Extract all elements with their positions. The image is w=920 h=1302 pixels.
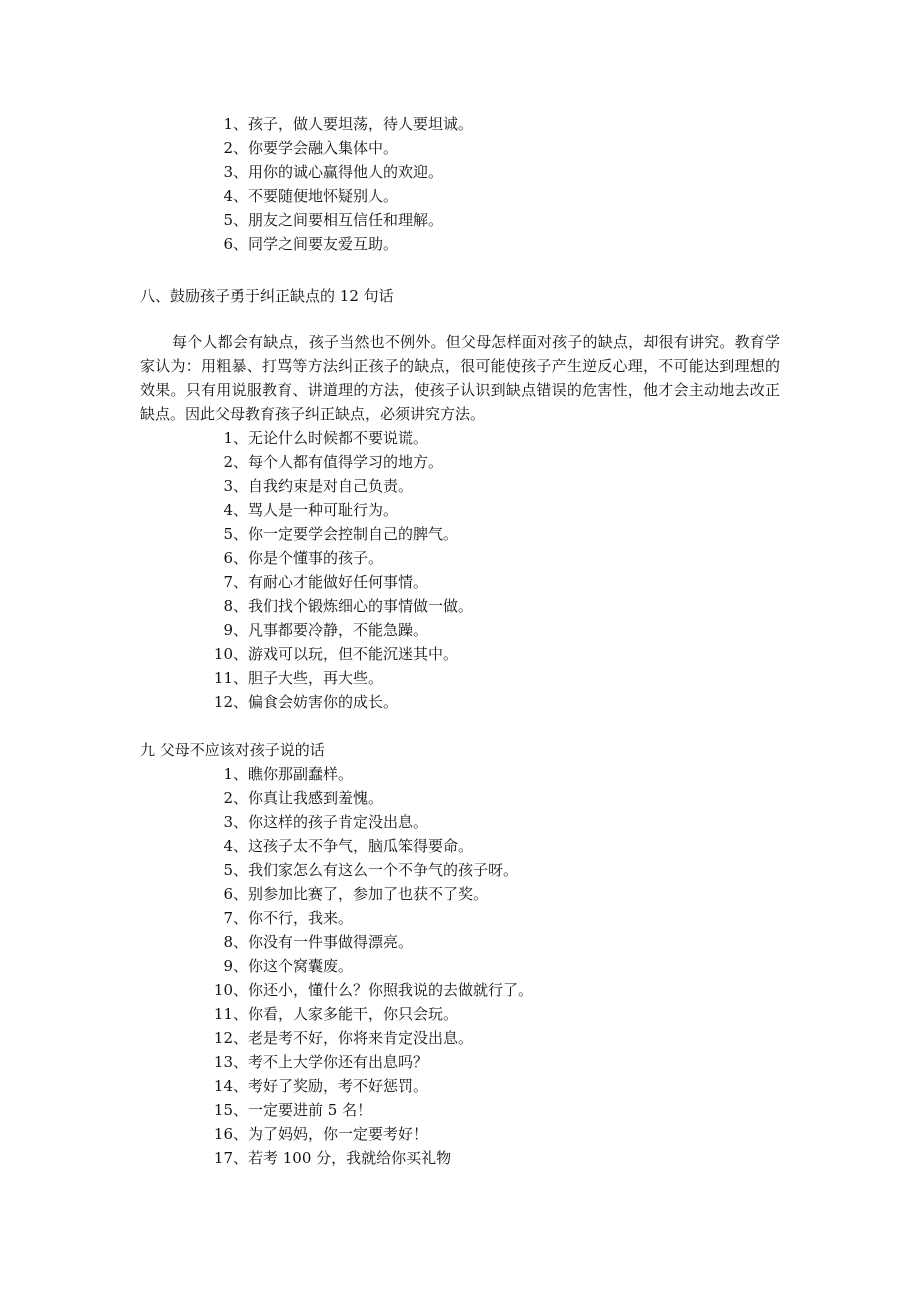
list-item — [0, 1122, 920, 1146]
list-item — [0, 1050, 920, 1074]
list-item-text: 自我约束是对自己负责。 — [248, 477, 414, 495]
list-item-number: 8、 — [223, 933, 248, 951]
list-item-text: 别参加比赛了，参加了也获不了奖。 — [248, 885, 489, 903]
list-item-number: 3、 — [223, 813, 248, 831]
list-item-number: 1、 — [223, 765, 248, 783]
list-item — [0, 136, 920, 160]
list-item — [0, 426, 920, 450]
list-item-text: 每个人都有值得学习的地方。 — [248, 453, 444, 471]
list-item-text: 你要学会融入集体中。 — [248, 139, 399, 157]
list-item-text: 用你的诚心赢得他人的欢迎。 — [248, 163, 444, 181]
list-item — [0, 906, 920, 930]
list-item-text: 无论什么时候都不要说谎。 — [248, 429, 429, 447]
list-item-text: 你不行，我来。 — [248, 909, 354, 927]
list-item-number: 4、 — [223, 501, 248, 519]
list-item-text: 你没有一件事做得漂亮。 — [248, 933, 414, 951]
list-item-text: 为了妈妈，你一定要考好！ — [248, 1125, 429, 1143]
list-item-text: 偏食会妨害你的成长。 — [248, 693, 399, 711]
list-item-text: 你一定要学会控制自己的脾气。 — [248, 525, 459, 543]
list-item-number: 9、 — [223, 621, 248, 639]
list-item-number: 5、 — [223, 525, 248, 543]
list-item — [0, 546, 920, 570]
list-item-number: 7、 — [223, 909, 248, 927]
section-9-heading: 九 父母不应该对孩子说的话 — [140, 741, 325, 759]
list-item-number: 10、 — [213, 645, 248, 663]
list-item-text: 骂人是一种可耻行为。 — [248, 501, 399, 519]
list-item-text: 你还小，懂什么？你照我说的去做就行了。 — [248, 981, 534, 999]
list-item-text: 凡事都要冷静，不能急躁。 — [248, 621, 429, 639]
list-item — [0, 1002, 920, 1026]
list-item-number: 3、 — [223, 477, 248, 495]
list-item-number: 12、 — [213, 693, 248, 711]
list-item-text: 不要随便地怀疑别人。 — [248, 187, 399, 205]
list-item — [0, 594, 920, 618]
list-item-number: 1、 — [223, 429, 248, 447]
list-item-number: 2、 — [223, 139, 248, 157]
list-item — [0, 618, 920, 642]
list-item-number: 17、 — [213, 1149, 248, 1167]
list-item-text: 你是个懂事的孩子。 — [248, 549, 384, 567]
list-item-text: 我们找个锻炼细心的事情做一做。 — [248, 597, 474, 615]
list-item-text: 考不上大学你还有出息吗？ — [248, 1053, 429, 1071]
list-item-number: 2、 — [223, 453, 248, 471]
list-item-text: 考好了奖励，考不好惩罚。 — [248, 1077, 429, 1095]
list-item-text: 你真让我感到羞愧。 — [248, 789, 384, 807]
list-item-number: 16、 — [213, 1125, 248, 1143]
list-item-text: 若考 100 分，我就给你买礼物 — [248, 1149, 452, 1167]
list-item-number: 4、 — [223, 187, 248, 205]
list-item-text: 你这样的孩子肯定没出息。 — [248, 813, 429, 831]
list-item — [0, 474, 920, 498]
list-item-text: 老是考不好，你将来肯定没出息。 — [248, 1029, 474, 1047]
list-item-number: 6、 — [223, 235, 248, 253]
section-8-heading: 八、鼓励孩子勇于纠正缺点的 12 句话 — [140, 287, 394, 305]
list-item — [0, 954, 920, 978]
list-item — [0, 208, 920, 232]
list-item-text: 有耐心才能做好任何事情。 — [248, 573, 429, 591]
list-item-text: 这孩子太不争气，脑瓜笨得要命。 — [248, 837, 474, 855]
list-item-number: 6、 — [223, 885, 248, 903]
list-item-number: 7、 — [223, 573, 248, 591]
list-item — [0, 786, 920, 810]
list-things-not-to-say — [0, 762, 920, 1170]
list-item-number: 1、 — [223, 115, 248, 133]
list-item-number: 12、 — [213, 1029, 248, 1047]
list-item-number: 5、 — [223, 861, 248, 879]
list-item — [0, 834, 920, 858]
list-item-text: 胆子大些，再大些。 — [248, 669, 384, 687]
list-item-text: 你看，人家多能干，你只会玩。 — [248, 1005, 459, 1023]
list-item — [0, 522, 920, 546]
list-item-number: 8、 — [223, 597, 248, 615]
list-item — [0, 232, 920, 256]
list-item-text: 同学之间要友爱互助。 — [248, 235, 399, 253]
list-item-number: 13、 — [213, 1053, 248, 1071]
list-item — [0, 112, 920, 136]
list-item-number: 9、 — [223, 957, 248, 975]
list-item — [0, 978, 920, 1002]
list-item — [0, 858, 920, 882]
list-item — [0, 498, 920, 522]
list-friendship-sayings — [0, 112, 920, 256]
list-item — [0, 160, 920, 184]
list-item-number: 10、 — [213, 981, 248, 999]
list-item-text: 孩子，做人要坦荡，待人要坦诚。 — [248, 115, 474, 133]
list-item — [0, 762, 920, 786]
list-item-number: 2、 — [223, 789, 248, 807]
list-correct-shortcomings — [0, 426, 920, 714]
list-item-text: 瞧你那副蠢样。 — [248, 765, 354, 783]
list-item — [0, 184, 920, 208]
list-item-text: 一定要进前 5 名！ — [248, 1101, 373, 1119]
list-item-number: 3、 — [223, 163, 248, 181]
list-item — [0, 810, 920, 834]
list-item-text: 你这个窝囊废。 — [248, 957, 354, 975]
list-item-number: 4、 — [223, 837, 248, 855]
list-item-number: 5、 — [223, 211, 248, 229]
list-item-number: 14、 — [213, 1077, 248, 1095]
list-item-number: 6、 — [223, 549, 248, 567]
list-item-number: 11、 — [213, 1005, 248, 1023]
list-item-number: 15、 — [213, 1101, 248, 1119]
list-item-text: 游戏可以玩，但不能沉迷其中。 — [248, 645, 459, 663]
list-item — [0, 1074, 920, 1098]
list-item — [0, 450, 920, 474]
list-item-text: 我们家怎么有这么一个不争气的孩子呀。 — [248, 861, 519, 879]
list-item — [0, 930, 920, 954]
list-item-number: 11、 — [213, 669, 248, 687]
list-item — [0, 1026, 920, 1050]
list-item — [0, 666, 920, 690]
list-item — [0, 642, 920, 666]
list-item — [0, 690, 920, 714]
list-item — [0, 1098, 920, 1122]
section-8-paragraph: 每个人都会有缺点，孩子当然也不例外。但父母怎样面对孩子的缺点，却很有讲究。教育学家认为：用粗暴、打骂等方法纠正孩子的缺点，很可能使孩子产生逆反心理，不可能达到理想的效果。只有用说服教育、讲道理的方法，使孩子认识到缺点错误的危害性，他才会主动地去改正缺点。因此父母教育孩子纠正缺点，必须讲究方法。 — [140, 333, 780, 423]
list-item-text: 朋友之间要相互信任和理解。 — [248, 211, 444, 229]
list-item — [0, 1146, 920, 1170]
list-item — [0, 882, 920, 906]
list-item — [0, 570, 920, 594]
